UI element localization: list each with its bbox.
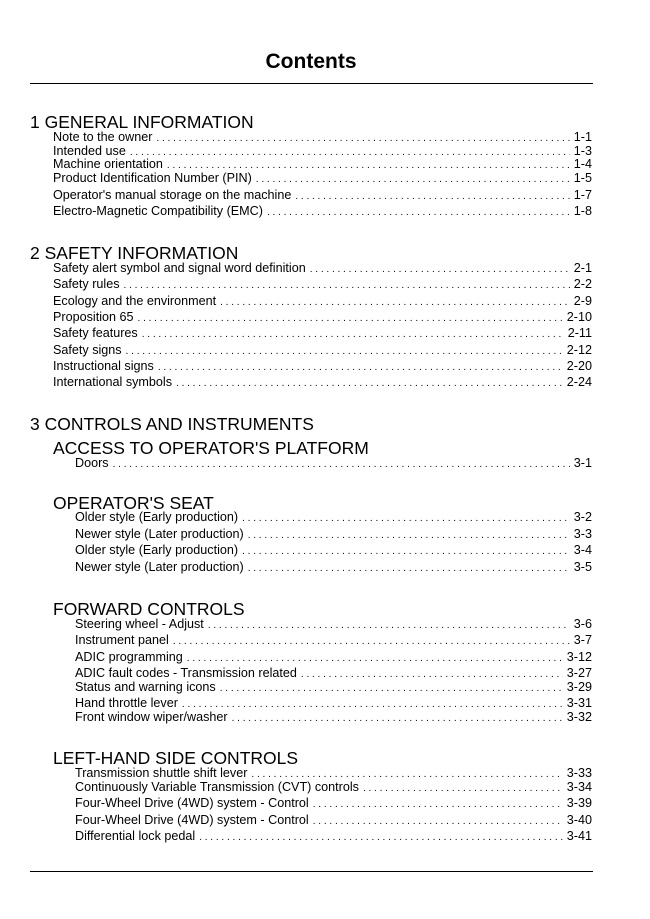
toc-entry-page: 2-1 xyxy=(573,261,592,275)
toc-entry-page: 3-39 xyxy=(566,796,592,810)
toc-entry-label: Older style (Early production) xyxy=(75,543,239,557)
leader-dots xyxy=(363,780,563,796)
toc-entry[interactable] xyxy=(75,680,592,695)
toc-entry-page: 3-33 xyxy=(566,766,592,780)
toc-entry[interactable] xyxy=(75,796,592,811)
leader-dots xyxy=(199,829,563,845)
toc-entry-label: Instructional signs xyxy=(53,359,154,373)
toc-entry-page: 3-32 xyxy=(566,710,592,724)
leader-dots xyxy=(313,813,563,829)
leader-dots xyxy=(310,261,570,277)
leader-dots xyxy=(220,680,563,696)
leader-dots xyxy=(267,204,570,220)
toc-entry[interactable] xyxy=(75,456,592,471)
toc-entry-page: 3-2 xyxy=(573,510,592,524)
toc-entry-label: Continuously Variable Transmission (CVT) controls xyxy=(75,780,359,794)
toc-entry[interactable] xyxy=(75,829,592,844)
toc-entry-label: Proposition 65 xyxy=(53,310,134,324)
leader-dots xyxy=(187,650,563,666)
section-heading: 3 CONTROLS AND INSTRUMENTS xyxy=(30,414,314,434)
toc-entry[interactable] xyxy=(53,157,592,172)
toc-entry[interactable] xyxy=(75,617,592,632)
toc-entry[interactable] xyxy=(75,696,592,711)
toc-entry-label: Intended use xyxy=(53,144,126,158)
toc-entry-page: 1-7 xyxy=(573,188,592,202)
toc-entry-page: 3-3 xyxy=(573,527,592,541)
toc-entry-page: 3-34 xyxy=(566,780,592,794)
toc-entry-label: Newer style (Later production) xyxy=(75,527,244,541)
toc-entry-page: 3-5 xyxy=(573,560,592,574)
toc-entry-page: 3-7 xyxy=(573,633,592,647)
toc-entry[interactable] xyxy=(53,310,592,325)
toc-entry-label: Machine orientation xyxy=(53,157,163,171)
toc-entry-page: 1-4 xyxy=(573,157,592,171)
toc-entry[interactable] xyxy=(75,710,592,725)
toc-entry-page: 3-31 xyxy=(566,696,592,710)
toc-entry[interactable] xyxy=(53,130,592,145)
toc-entry-page: 3-6 xyxy=(573,617,592,631)
subsection-heading: FORWARD CONTROLS xyxy=(53,599,245,619)
leader-dots xyxy=(124,277,570,293)
toc-entry[interactable] xyxy=(53,375,592,390)
toc-entry[interactable] xyxy=(75,666,592,681)
toc-entry-page: 3-41 xyxy=(566,829,592,843)
toc-entry-page: 2-12 xyxy=(566,343,592,357)
toc-entry-page: 2-24 xyxy=(566,375,592,389)
toc-entry[interactable] xyxy=(75,780,592,795)
toc-entry-label: Safety features xyxy=(53,326,138,340)
toc-entry[interactable] xyxy=(75,527,592,542)
toc-entry[interactable] xyxy=(75,560,592,575)
toc-entry-page: 1-1 xyxy=(573,130,592,144)
section-heading: 1 GENERAL INFORMATION xyxy=(30,112,254,132)
leader-dots xyxy=(113,456,570,472)
toc-entry-page: 2-20 xyxy=(566,359,592,373)
leader-dots xyxy=(232,710,563,726)
toc-entry-page: 3-12 xyxy=(566,650,592,664)
subsection-heading: LEFT-HAND SIDE CONTROLS xyxy=(53,748,299,768)
toc-entry-label: Operator's manual storage on the machine xyxy=(53,188,292,202)
toc-entry-label: Four-Wheel Drive (4WD) system - Control xyxy=(75,813,309,827)
toc-entry-label: Four-Wheel Drive (4WD) system - Control xyxy=(75,796,309,810)
toc-entry-page: 1-5 xyxy=(573,171,592,185)
toc-entry-label: Front window wiper/washer xyxy=(75,710,228,724)
subsection-heading: ACCESS TO OPERATOR'S PLATFORM xyxy=(53,438,369,458)
toc-entry-label: Status and warning icons xyxy=(75,680,216,694)
toc-entry[interactable] xyxy=(53,343,592,358)
toc-entry-label: Hand throttle lever xyxy=(75,696,178,710)
leader-dots xyxy=(220,294,570,310)
leader-dots xyxy=(313,796,563,812)
toc-entry-label: Ecology and the environment xyxy=(53,294,217,308)
toc-entry[interactable] xyxy=(53,359,592,374)
toc-entry-label: Instrument panel xyxy=(75,633,169,647)
toc-entry-label: Differential lock pedal xyxy=(75,829,196,843)
toc-entry-label: Note to the owner xyxy=(53,130,153,144)
toc-entry-page: 3-40 xyxy=(566,813,592,827)
toc-entry-label: Doors xyxy=(75,456,109,470)
leader-dots xyxy=(176,375,563,391)
toc-entry[interactable] xyxy=(75,543,592,558)
toc-entry-page: 2-9 xyxy=(573,294,592,308)
toc-entry-label: Newer style (Later production) xyxy=(75,560,244,574)
toc-entry-label: Electro-Magnetic Compatibility (EMC) xyxy=(53,204,263,218)
toc-entry-page: 3-4 xyxy=(573,543,592,557)
toc-entry[interactable] xyxy=(75,813,592,828)
leader-dots xyxy=(142,326,564,342)
toc-entry-label: Safety alert symbol and signal word definition xyxy=(53,261,306,275)
toc-entry-label: International symbols xyxy=(53,375,173,389)
bottom-divider xyxy=(30,871,593,872)
toc-entry-label: Product Identification Number (PIN) xyxy=(53,171,252,185)
toc-entry[interactable] xyxy=(75,650,592,665)
toc-entry[interactable] xyxy=(75,510,592,525)
toc-entry[interactable] xyxy=(53,188,592,203)
toc-entry-page: 2-2 xyxy=(573,277,592,291)
toc-entry-label: Steering wheel - Adjust xyxy=(75,617,204,631)
leader-dots xyxy=(138,310,563,326)
toc-entry-page: 1-8 xyxy=(573,204,592,218)
toc-entry[interactable] xyxy=(53,294,592,309)
leader-dots xyxy=(208,617,570,633)
toc-entry-label: ADIC programming xyxy=(75,650,183,664)
leader-dots xyxy=(295,188,569,204)
toc-entry[interactable] xyxy=(53,204,592,219)
toc-entry-page: 3-27 xyxy=(566,666,592,680)
leader-dots xyxy=(248,527,570,543)
subsection-heading: OPERATOR'S SEAT xyxy=(53,493,214,513)
leader-dots xyxy=(173,633,570,649)
leader-dots xyxy=(158,359,563,375)
leader-dots xyxy=(242,510,570,526)
page-title: Contents xyxy=(265,50,357,73)
leader-dots xyxy=(248,560,570,576)
toc-entry-page: 3-1 xyxy=(573,456,592,470)
toc-entry[interactable] xyxy=(75,633,592,648)
leader-dots xyxy=(242,543,570,559)
top-divider xyxy=(30,83,593,84)
toc-entry-page: 3-29 xyxy=(566,680,592,694)
toc-entry[interactable] xyxy=(53,326,592,341)
toc-entry-label: Transmission shuttle shift lever xyxy=(75,766,248,780)
toc-entry-label: Older style (Early production) xyxy=(75,510,239,524)
toc-entry[interactable] xyxy=(53,261,592,276)
toc-entry[interactable] xyxy=(75,766,592,781)
toc-entry-label: Safety signs xyxy=(53,343,122,357)
toc-entry-page: 2-10 xyxy=(566,310,592,324)
toc-entry-label: ADIC fault codes - Transmission related xyxy=(75,666,297,680)
leader-dots xyxy=(126,343,563,359)
toc-entry-page: 2-11 xyxy=(567,326,592,340)
toc-entry-page: 1-3 xyxy=(573,144,592,158)
section-heading: 2 SAFETY INFORMATION xyxy=(30,243,239,263)
leader-dots xyxy=(256,171,570,187)
toc-entry[interactable] xyxy=(53,277,592,292)
toc-entry-label: Safety rules xyxy=(53,277,120,291)
toc-entry[interactable] xyxy=(53,171,592,186)
